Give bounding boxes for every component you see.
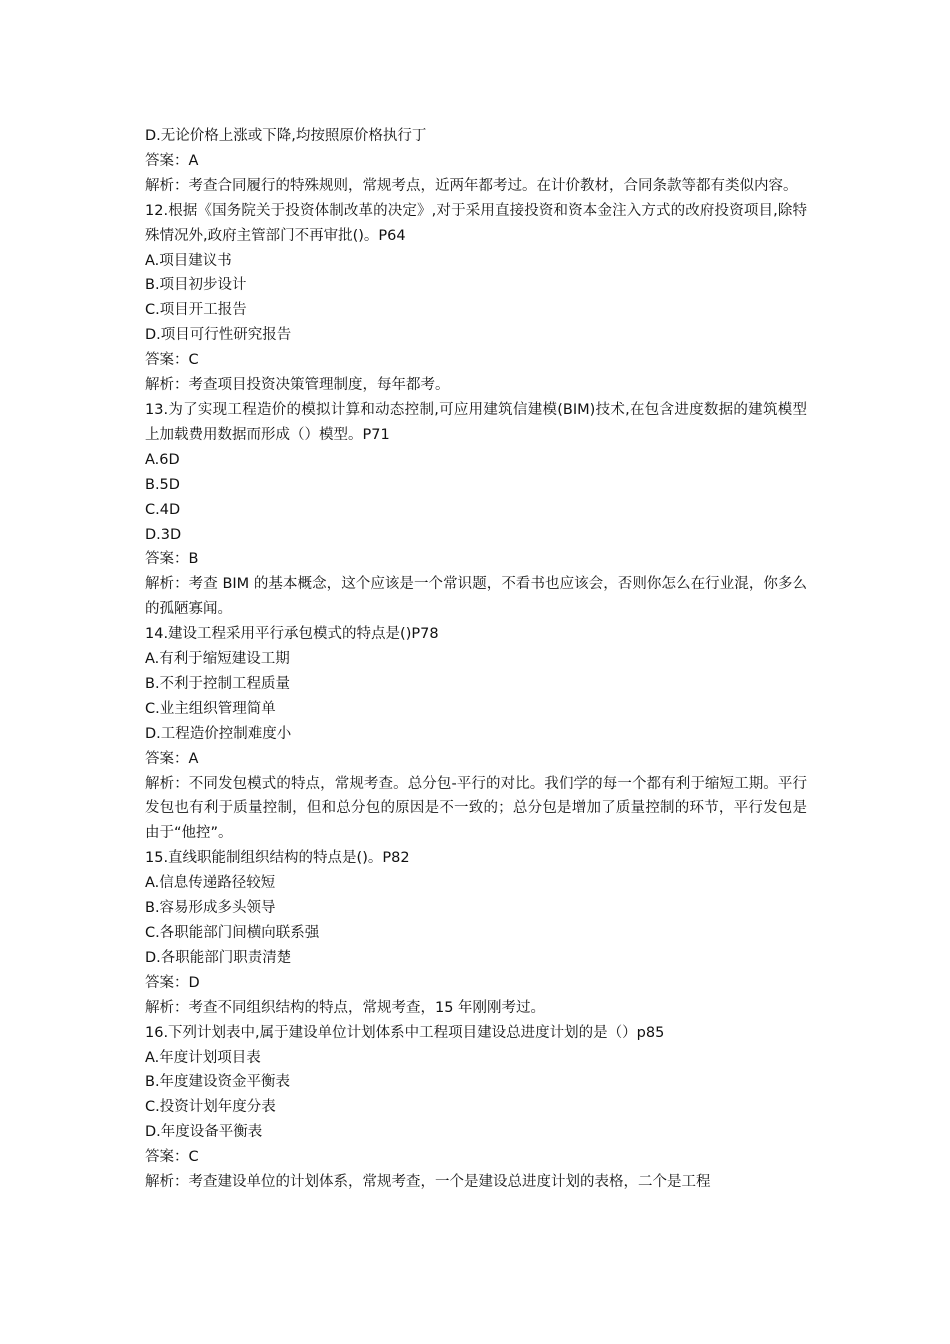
question-text: 14.建设工程采用平行承包模式的特点是()P78 bbox=[145, 626, 439, 643]
option-line: A.有利于缩短建设工期 bbox=[145, 651, 290, 668]
option-line: D.工程造价控制难度小 bbox=[145, 725, 292, 742]
option-line: C.4D bbox=[145, 501, 181, 518]
option-line: D.无论价格上涨或下降,均按照原价格执行丁 bbox=[145, 128, 427, 144]
option-line: B.不利于控制工程质量 bbox=[145, 675, 291, 692]
analysis-paragraph: 解析：考查合同履行的特殊规则，常规考点，近两年都考过。在计价教材，合同条款等都有类似内容。 bbox=[145, 177, 798, 194]
option-line: A.项目建议书 bbox=[145, 252, 232, 269]
analysis-paragraph: 解析：考查 BIM 的基本概念，这个应该是一个常识题，不看书也应该会，否则你怎么在行业混，你多么的孤陋寡闻。 bbox=[145, 576, 807, 618]
option-line: C.项目开工报告 bbox=[145, 302, 247, 319]
option-line: B.年度建设资金平衡表 bbox=[145, 1074, 291, 1091]
answer-line: 答案：A bbox=[145, 152, 199, 169]
answer-line: 答案：D bbox=[145, 974, 200, 991]
option-line: C.各职能部门间横向联系强 bbox=[145, 925, 320, 941]
answer-line: 答案：C bbox=[145, 1149, 199, 1166]
question-text: 12.根据《国务院关于投资体制改革的决定》,对于采用直接投资和资本金注入方式的改府投资项目,除特殊情况外,政府主管部门不再审批()。P64 bbox=[145, 202, 807, 244]
document-body bbox=[145, 124, 807, 1195]
option-line: A.年度计划项目表 bbox=[145, 1049, 261, 1066]
option-line: C.业主组织管理简单 bbox=[145, 700, 276, 717]
option-line: A.信息传递路径较短 bbox=[145, 875, 276, 892]
option-line: B.5D bbox=[145, 476, 180, 493]
question-text: 15.直线职能制组织结构的特点是()。P82 bbox=[145, 850, 410, 867]
option-line: D.项目可行性研究报告 bbox=[145, 327, 292, 344]
answer-line: 答案：A bbox=[145, 750, 199, 767]
question-text: 13.为了实现工程造价的模拟计算和动态控制,可应用建筑信建模(BIM)技术,在包含进度数据的建筑模型上加载费用数据而形成（）模型。P71 bbox=[145, 401, 807, 443]
option-line: B.项目初步设计 bbox=[145, 277, 247, 294]
option-line: D.各职能部门职责清楚 bbox=[145, 949, 292, 966]
option-line: D.3D bbox=[145, 526, 182, 543]
question-text: 16.下列计划表中,属于建设单位计划体系中工程项目建设总进度计划的是（）p85 bbox=[145, 1024, 665, 1041]
option-line: C.投资计划年度分表 bbox=[145, 1099, 276, 1116]
answer-line: 答案：B bbox=[145, 551, 199, 568]
analysis-paragraph: 解析：考查建设单位的计划体系，常规考查，一个是建设总进度计划的表格，二个是工程 bbox=[145, 1174, 711, 1191]
option-line: A.6D bbox=[145, 451, 180, 468]
option-line: B.容易形成多头领导 bbox=[145, 900, 276, 917]
analysis-paragraph: 解析：考查项目投资决策管理制度，每年都考。 bbox=[145, 377, 450, 394]
analysis-paragraph: 解析：考查不同组织结构的特点，常规考查，15 年刚刚考过。 bbox=[145, 999, 546, 1016]
analysis-paragraph: 解析：不同发包模式的特点，常规考查。总分包-平行的对比。我们学的每一个都有利于缩短工期。平行发包也有利于质量控制，但和总分包的原因是不一致的；总分包是增加了质量控制的环节，平行发包是由于“他控”。 bbox=[145, 775, 807, 842]
option-line: D.年度设备平衡表 bbox=[145, 1124, 263, 1141]
answer-line: 答案：C bbox=[145, 352, 199, 369]
